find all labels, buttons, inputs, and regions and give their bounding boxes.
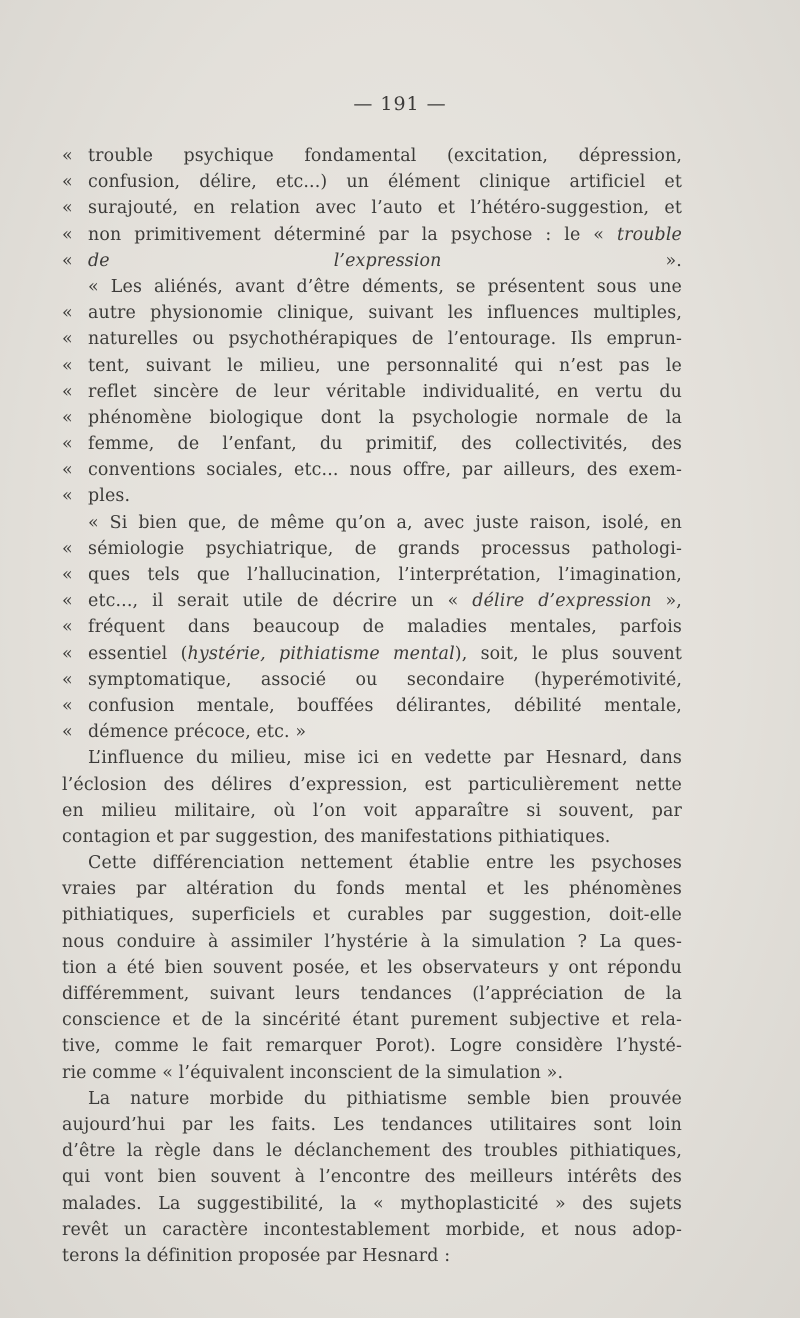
line-text: essentiel ( [88,643,188,664]
italic-text: de l’expression [88,250,442,271]
quote-mark: « [62,434,73,455]
line-text: ques tels que l’hallucination, l’interprétation, l’imagination, [88,565,682,585]
text-line [62,1033,682,1059]
line-text: en milieu militaire, où l’on voit apparaître si souvent, par [62,800,682,821]
text-line [62,353,682,379]
line-text: confusion, délire, etc...) un élément clinique artificiel et [88,172,682,193]
text-line [62,588,682,614]
line-text-after: ». [441,250,682,271]
text-line [62,745,682,771]
line-text: confusion mentale, bouffées délirantes, débilité mentale, [88,695,682,716]
line-text: sémiologie psychiatrique, de grands processus pathologi- [88,538,682,559]
text-line [62,902,682,928]
line-text: malades. La suggestibilité, la « mythoplasticité » des sujets [62,1193,682,1214]
line-text: reflet sincère de leur véritable individualité, en vertu du [88,381,682,402]
quote-mark: « [62,669,73,690]
line-text: tent, suivant le milieu, une personnalité qui n’est pas le [88,355,682,376]
text-line [62,1086,682,1112]
text-line [62,614,682,640]
text-line [62,1191,682,1217]
text-line [62,326,682,352]
quote-mark: « [62,695,73,716]
quote-mark: « [62,355,73,376]
quote-mark: « [62,250,73,271]
quote-mark: « [62,460,73,481]
line-text: autre physionomie clinique, suivant les influences multiples, [88,303,682,324]
quote-mark: « [62,172,73,193]
quote-mark: « [62,486,73,507]
italic-text: délire d’expression [472,591,652,612]
line-text: Cette différenciation nettement établie entre les psychoses [88,853,682,874]
text-line [62,719,682,745]
text-line [62,955,682,981]
text-line [62,1217,682,1243]
text-line [62,876,682,902]
quote-mark: « [62,538,73,559]
line-text: « Si bien que, de même qu’on a, avec juste raison, isolé, en [88,512,682,533]
line-text: rie comme « l’équivalent inconscient de la simulation ». [62,1062,564,1083]
line-text: contagion et par suggestion, des manifestations pithiatiques. [62,826,611,847]
text-line [62,483,682,509]
line-text: surajouté, en relation avec l’auto et l’hétéro-suggestion, et [88,198,682,219]
text-line [62,1112,682,1138]
line-text: terons la définition proposée par Hesnard : [62,1245,451,1266]
line-text: non primitivement déterminé par la psychose : le « [88,224,617,245]
quote-mark: « [62,303,73,324]
line-text: fréquent dans beaucoup de maladies mentales, parfois [88,617,682,638]
line-text: « Les aliénés, avant d’être déments, se présentent sous une [88,276,682,297]
italic-text: hystérie, pithiatisme mental [187,643,455,664]
line-text: naturelles ou psychothérapiques de l’entourage. Ils emprun- [88,329,682,350]
text-line [62,772,682,798]
line-text: tive, comme le fait remarquer Porot). Logre considère l’hysté- [62,1036,682,1057]
quote-mark: « [62,565,73,585]
line-text-after: », [651,591,682,612]
line-text: symptomatique, associé ou secondaire (hyperémotivité, [88,669,682,690]
text-line [62,300,682,326]
line-text: d’être la règle dans le déclanchement des troubles pithiatiques, [62,1141,682,1162]
line-text: conscience et de la sincérité étant purement subjective et rela- [62,1010,682,1031]
line-text-after: ), soit, le plus souvent [454,643,683,664]
text-line [62,222,682,248]
text-line [62,248,682,274]
text-line [62,798,682,824]
text-line [62,405,682,431]
line-text: femme, de l’enfant, du primitif, des collectivités, des [88,434,682,455]
quote-mark: « [62,381,73,402]
text-line [62,1243,682,1269]
quote-mark: « [62,591,73,612]
text-line [62,195,682,221]
line-text: tion a été bien souvent posée, et les observateurs y ont répondu [62,957,682,978]
quote-mark: « [62,643,73,664]
quote-mark: « [62,722,73,743]
text-line [62,693,682,719]
quote-mark: « [62,198,73,219]
text-line [62,850,682,876]
text-line [62,169,682,195]
text-line [62,1138,682,1164]
text-line [62,981,682,1007]
line-text: ples. [88,486,131,507]
text-line [62,1007,682,1033]
text-line [62,143,682,169]
text-line [62,641,682,667]
text-line [62,1060,682,1086]
text-line [62,1164,682,1190]
quote-mark: « [62,329,73,350]
line-text: vraies par altération du fonds mental et les phénomènes [62,879,682,900]
line-text: L’influence du milieu, mise ici en vedette par Hesnard, dans [88,748,682,769]
quote-mark: « [62,617,73,638]
text-line [62,562,682,588]
quote-mark: « [62,407,73,428]
line-text: pithiatiques, superficiels et curables par suggestion, doit-elle [62,905,682,926]
line-text: l’éclosion des délires d’expression, est particulièrement nette [62,774,682,795]
line-text: La nature morbide du pithiatisme semble bien prouvée [88,1088,682,1109]
text-line [62,431,682,457]
line-text: conventions sociales, etc... nous offre, par ailleurs, des exem- [88,460,682,481]
text-line [62,274,682,300]
line-text: revêt un caractère incontestablement morbide, et nous adop- [62,1219,682,1240]
line-text: phénomène biologique dont la psychologie normale de la [88,407,682,428]
page-number: — 191 — [353,93,447,115]
quote-mark: « [62,146,73,166]
line-text: trouble psychique fondamental (excitation, dépression, [88,146,682,166]
line-text: démence précoce, etc. » [88,722,307,743]
text-line [62,510,682,536]
italic-text: trouble [616,224,682,245]
text-line [62,457,682,483]
text-line [62,929,682,955]
quote-mark: « [62,224,73,245]
text-line [62,667,682,693]
body-text [62,143,682,1269]
text-line [62,824,682,850]
line-text: différemment, suivant leurs tendances (l’appréciation de la [62,984,682,1004]
text-line [62,379,682,405]
line-text: qui vont bien souvent à l’encontre des meilleurs intérêts des [62,1167,682,1188]
line-text: etc..., il serait utile de décrire un « [88,591,473,612]
text-line [62,536,682,562]
line-text: aujourd’hui par les faits. Les tendances utilitaires sont loin [62,1114,682,1135]
line-text: nous conduire à assimiler l’hystérie à la simulation ? La ques- [62,931,682,952]
